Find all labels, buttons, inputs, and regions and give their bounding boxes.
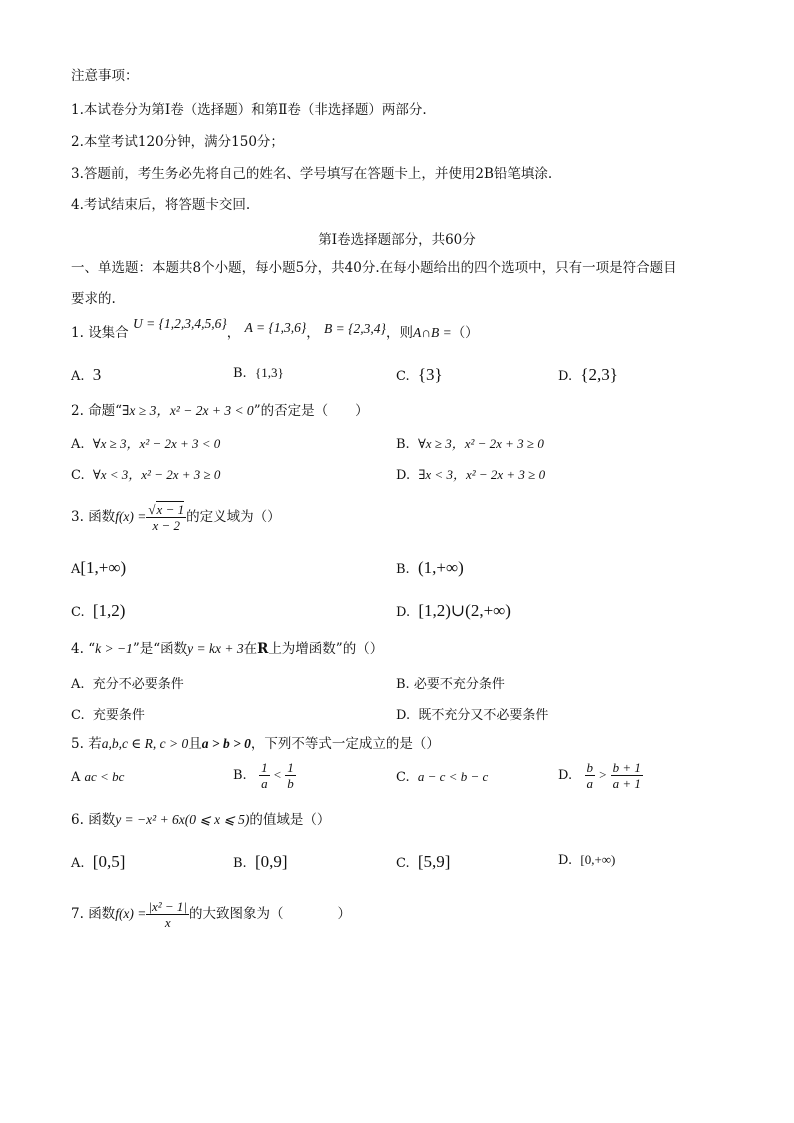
notice-item-1: 1.本试卷分为第Ⅰ卷（选择题）和第Ⅱ卷（非选择题）两部分. bbox=[71, 102, 427, 118]
q4-r: R bbox=[257, 641, 269, 657]
q1-option-d[interactable]: D. {2,3} bbox=[558, 365, 618, 384]
q4-option-c[interactable]: C. 充要条件 bbox=[71, 708, 145, 723]
q4-number: 4. bbox=[71, 641, 84, 657]
notice-heading: 注意事项： bbox=[71, 68, 139, 84]
q5-number: 5. bbox=[71, 736, 84, 752]
q1-number: 1. bbox=[71, 325, 84, 341]
q4-func: y = kx + 3 bbox=[187, 641, 244, 656]
q3-option-b[interactable]: B. (1,+∞) bbox=[396, 558, 464, 577]
q2-number: 2. bbox=[71, 403, 84, 419]
q3-suffix: 的定义域为（） bbox=[186, 509, 281, 525]
q1-option-c[interactable]: C. {3} bbox=[396, 365, 443, 384]
part1-title: 第Ⅰ卷选择题部分，共60分 bbox=[318, 232, 476, 248]
question-3-stem bbox=[71, 499, 281, 535]
q1-expr: A∩B = bbox=[412, 325, 452, 340]
q2-stem-math: ∃x ≥ 3，x² − 2x + 3 < 0 bbox=[122, 403, 254, 418]
q3-option-d[interactable]: D. [1,2)∪(2,+∞) bbox=[396, 601, 511, 620]
q3-option-a[interactable]: A[1,+∞) bbox=[71, 558, 127, 577]
q3-prefix: 函数 bbox=[88, 509, 116, 525]
question-1-stem: 1. 设集合 U = {1,2,3,4,5,6}， A = {1,3,6}， B = {2,3,4}，则A∩B =（） bbox=[71, 316, 479, 341]
question-4-stem: 4. “k > −1”是“函数y = kx + 3在R上为增函数”的（） bbox=[71, 641, 384, 657]
q6-option-a[interactable]: A. [0,5] bbox=[71, 852, 126, 871]
q5-option-a[interactable]: A ac < bc bbox=[71, 769, 125, 785]
q1-set-a: A = {1,3,6} bbox=[244, 320, 307, 335]
q1-set-b: B = {2,3,4} bbox=[324, 321, 386, 336]
q7-number: 7. bbox=[71, 906, 84, 922]
notice-item-3: 3.答题前，考生务必先将自己的姓名、学号填写在答题卡上，并使用2B铅笔填涂. bbox=[71, 166, 553, 182]
question-7-stem: 7. 函数f(x) = $\frac{\text{|x² − 1|}}{x}$ 的大致图象为（ ） bbox=[71, 899, 351, 930]
notice-item-4: 4.考试结束后，将答题卡交回. bbox=[71, 197, 251, 213]
q1-tail: （） bbox=[451, 325, 479, 341]
q6-number: 6. bbox=[71, 812, 84, 828]
q4-option-a[interactable]: A. 充分不必要条件 bbox=[71, 677, 184, 692]
q3-fx: f(x) = bbox=[115, 509, 147, 524]
q2-option-c[interactable]: C. ∀x < 3，x² − 2x + 3 ≥ 0 bbox=[71, 467, 221, 483]
q1-prefix: 设集合 bbox=[88, 325, 129, 341]
question-2-stem bbox=[71, 402, 369, 420]
q2-stem-b: ”的否定是（ ） bbox=[253, 403, 369, 419]
question-5-stem: 5. 若a,b,c ∈ R, c > 0且a > b > 0，下列不等式一定成立的是（） bbox=[71, 736, 440, 752]
q4-cond: k > −1 bbox=[95, 641, 133, 656]
q2-option-a[interactable]: A. ∀x ≥ 3，x² − 2x + 3 < 0 bbox=[71, 436, 221, 452]
q1-option-b[interactable]: B. {1,3} bbox=[233, 365, 284, 381]
q6-func: y = −x² + 6x(0 ⩽ x ⩽ 5) bbox=[115, 812, 250, 827]
q4-option-b[interactable]: B. 必要不充分条件 bbox=[396, 677, 505, 692]
q1-ask: ，则 bbox=[385, 325, 413, 341]
q5-option-d[interactable]: D. $\frac{b}{a}$ > $\frac{b + 1}{a + 1}$ bbox=[558, 760, 641, 791]
section1-line2: 要求的. bbox=[71, 291, 116, 307]
q5-option-b[interactable]: B. $\frac{1}{a}$ < $\frac{1}{b}$ bbox=[233, 760, 294, 791]
q5-cond2: a > b > 0 bbox=[201, 736, 251, 751]
notice-item-2: 2.本堂考试120分钟，满分150分； bbox=[71, 134, 284, 150]
q5-option-c[interactable]: C. a − c < b − c bbox=[396, 769, 489, 785]
q3-number: 3. bbox=[71, 509, 84, 525]
q5-cond: a,b,c ∈ R, c > 0 bbox=[101, 736, 189, 751]
q1-set-u: U = {1,2,3,4,5,6} bbox=[132, 316, 227, 331]
q2-stem-a: 命题“ bbox=[88, 403, 123, 419]
section1-line1: 一、单选题：本题共8个小题，每小题5分，共40分.在每小题给出的四个选项中，只有一项是符合题目 bbox=[71, 260, 677, 276]
q2-option-b[interactable]: B. ∀x ≥ 3，x² − 2x + 3 ≥ 0 bbox=[396, 436, 544, 452]
q6-option-d[interactable]: D. [0,+∞) bbox=[558, 852, 616, 868]
q1-option-a[interactable]: A. 3 bbox=[71, 365, 102, 384]
q6-option-c[interactable]: C. [5,9] bbox=[396, 852, 451, 871]
q4-option-d[interactable]: D. 既不充分又不必要条件 bbox=[396, 708, 549, 723]
q7-fx: f(x) = bbox=[115, 906, 147, 921]
q6-option-b[interactable]: B. [0,9] bbox=[233, 852, 288, 871]
q3-fraction: $\frac{√x - 1}{x - 2}$ bbox=[148, 502, 185, 533]
question-6-stem: 6. 函数y = −x² + 6x(0 ⩽ x ⩽ 5)的值域是（） bbox=[71, 812, 331, 828]
q2-option-d[interactable]: D. ∃x < 3，x² − 2x + 3 ≥ 0 bbox=[396, 467, 546, 483]
q3-option-c[interactable]: C. [1,2) bbox=[71, 601, 126, 620]
q7-fraction: $\frac{\text{|x² − 1|}}{x}$ bbox=[148, 899, 187, 930]
